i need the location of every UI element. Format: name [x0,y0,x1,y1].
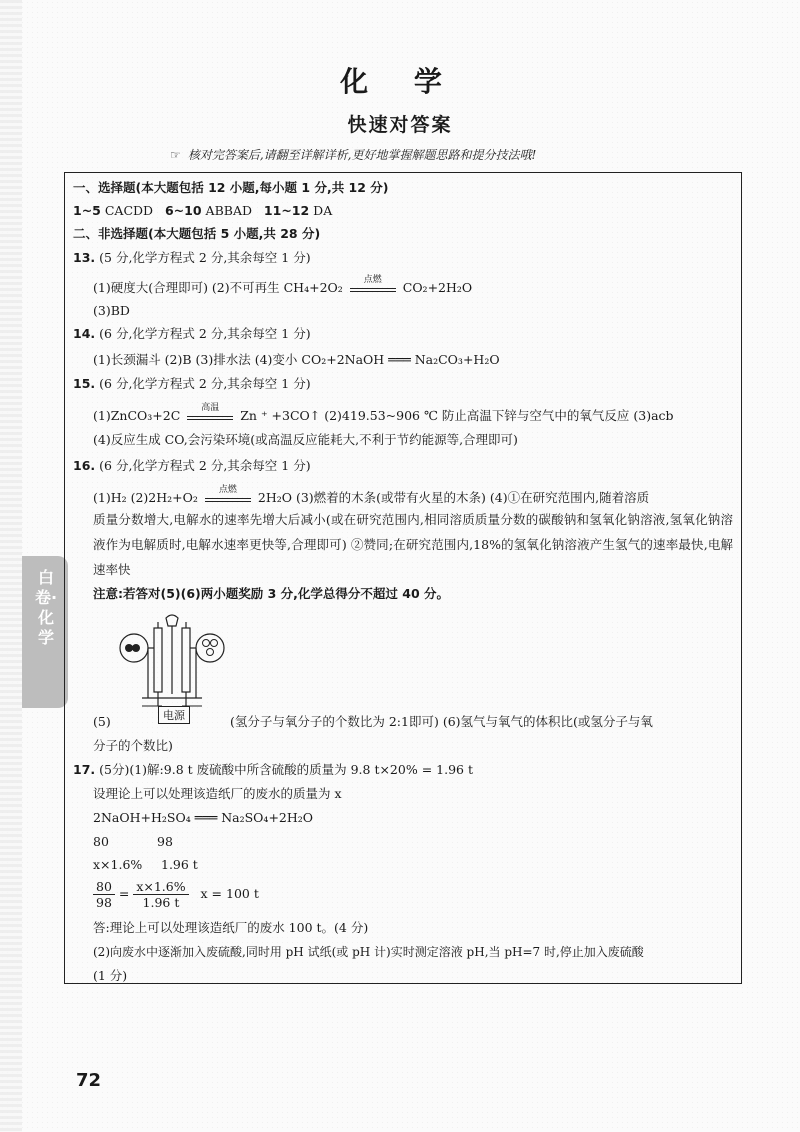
answer-text: CO₂+2H₂O [402,280,473,295]
numerator: x×1.6% [133,879,188,895]
q17-heading [73,761,473,779]
q16-answer-5: (氢分子与氧分子的个数比为 2:1即可) (6)氢气与氧气的体积比(或氢分子与氧 [230,714,653,729]
side-tab-label: 白卷·化学 [34,568,58,647]
q17-molar-mass-2: 98 [157,834,173,849]
answer-text: (1)硬度大(合理即可) (2)不可再生 CH₄+2O₂ [93,280,343,295]
q17-answer: 答:理论上可以处理该造纸厂的废水 100 t。(4 分) [93,920,369,935]
q17-part2: (2)向废水中逐渐加入废硫酸,同时用 pH 试纸(或 pH 计)实时测定溶液 pH,当 pH=7 时,停止加入废硫酸 [93,945,644,959]
q17-molar-mass-1: 80 [93,834,109,849]
mc-range-label: 6~10 [164,203,202,218]
q17-setup: 设理论上可以处理该造纸厂的废水的质量为 x [93,786,342,801]
mc-range-label: 1~5 [73,203,101,218]
numerator: 80 [93,879,115,895]
q17-equation: 2NaOH+H₂SO₄ ═══ Na₂SO₄+2H₂O [93,810,314,825]
answer-text: (1)ZnCO₃+2C [93,408,181,423]
condition-label: 高温 [201,402,220,413]
tip-text: 核对完答案后,请翻至详解详析,更好地掌握解题思路和提分技法哦! [187,148,537,162]
oxygen-molecule-icon [196,634,224,662]
mc-range-value: ABBAD [205,203,252,218]
side-tab [22,556,68,708]
q15-answer-1 [93,402,674,425]
tip-line [170,146,770,163]
q16-answer-5-label: (5) [93,714,111,729]
result: x = 100 t [200,886,259,901]
denominator: 98 [96,895,112,910]
q16-answer-paragraph: 质量分数增大,电解水的速率先增大后减小(或在研究范围内,相同溶质质量分数的碳酸钠和氢氧化钠溶液,氢氧化钠溶液作为电解质时,电解水速率更快等,合理即可) ②赞同;在研究范围内,18%的氢氧化钠溶液产生氢气的速率最快,电解速率快 [93,512,733,577]
mc-answers [73,202,332,220]
mc-range-value: DA [313,203,333,218]
section1-heading: 一、选择题(本大题包括 12 小题,每小题 1 分,共 12 分) [73,180,389,195]
q17-part2-score: (1 分) [93,968,128,983]
mc-range-label: 11~12 [263,203,310,218]
answer-text: (1)H₂ (2)2H₂+O₂ [93,490,198,505]
page-number: 72 [76,1070,102,1091]
reaction-condition [350,274,396,296]
electrolysis-apparatus-figure [112,612,232,720]
question-number: 17. [73,762,96,777]
pointing-hand-icon: ☞ [170,148,181,162]
fraction [133,879,188,910]
q16-answer-1 [93,484,650,507]
answer-box [64,172,742,984]
condition-label: 点燃 [218,484,237,495]
q15-answer-2: (4)反应生成 CO,会污染环境(或高温反应能耗大,不利于节约能源等,合理即可) [93,432,518,447]
question-scoring: (6 分,化学方程式 2 分,其余每空 1 分) [99,458,311,473]
denominator: 1.96 t [142,895,180,910]
q16-answer-5-cont: 分子的个数比) [93,738,173,753]
q16-note: 注意:若答对(5)(6)两小题奖励 3 分,化学总得分不超过 40 分。 [93,586,449,601]
section2-heading: 二、非选择题(本大题包括 5 小题,共 28 分) [73,226,321,241]
answer-text: 2H₂O (3)燃着的木条(或带有火星的木条) (4)①在研究范围内,随着溶质 [257,490,650,505]
q16-heading [73,457,311,475]
mc-range-value: CACDD [104,203,154,218]
page-edge [0,0,22,1132]
q14-heading [73,325,311,343]
q13-heading [73,249,311,267]
condition-label: 点燃 [363,274,382,285]
q15-heading [73,375,311,393]
reaction-condition [205,484,251,506]
question-number: 14. [73,326,96,341]
question-number: 15. [73,376,96,391]
q17-proportion: $\frac{80}{98}$ = $\frac{x\times 1.6\%}{1.96 t}$ x = 100 t [93,879,259,910]
q13-answer-2: (3)BD [93,303,130,318]
q17-mass-2: 1.96 t [161,857,198,872]
question-scoring: (6 分,化学方程式 2 分,其余每空 1 分) [99,376,311,391]
q17-mass-1: x×1.6% [93,857,143,872]
question-scoring: (5 分,化学方程式 2 分,其余每空 1 分) [99,250,311,265]
answer-text: (5分)(1)解:9.8 t 废硫酸中所含硫酸的质量为 9.8 t×20% = 1.96 t [99,762,473,777]
hydrogen-molecule-icon [120,634,148,662]
q13-answer-1 [93,274,473,297]
answer-text: Zn ⁺ +3CO↑ (2)419.53~906 ℃ 防止高温下锌与空气中的氧气反应 (3)acb [240,408,674,423]
q14-answer: (1)长颈漏斗 (2)B (3)排水法 (4)变小 CO₂+2NaOH ═══ Na₂CO₃+H₂O [93,352,500,367]
hoffman-apparatus [142,615,202,706]
question-number: 16. [73,458,96,473]
page-subtitle: 快速对答案 [347,114,453,136]
question-scoring: (6 分,化学方程式 2 分,其余每空 1 分) [99,326,311,341]
question-number: 13. [73,250,96,265]
fraction [93,879,115,910]
power-source-label: 电源 [158,706,190,724]
page-title: 化 学 [340,65,460,98]
reaction-condition [187,402,233,424]
